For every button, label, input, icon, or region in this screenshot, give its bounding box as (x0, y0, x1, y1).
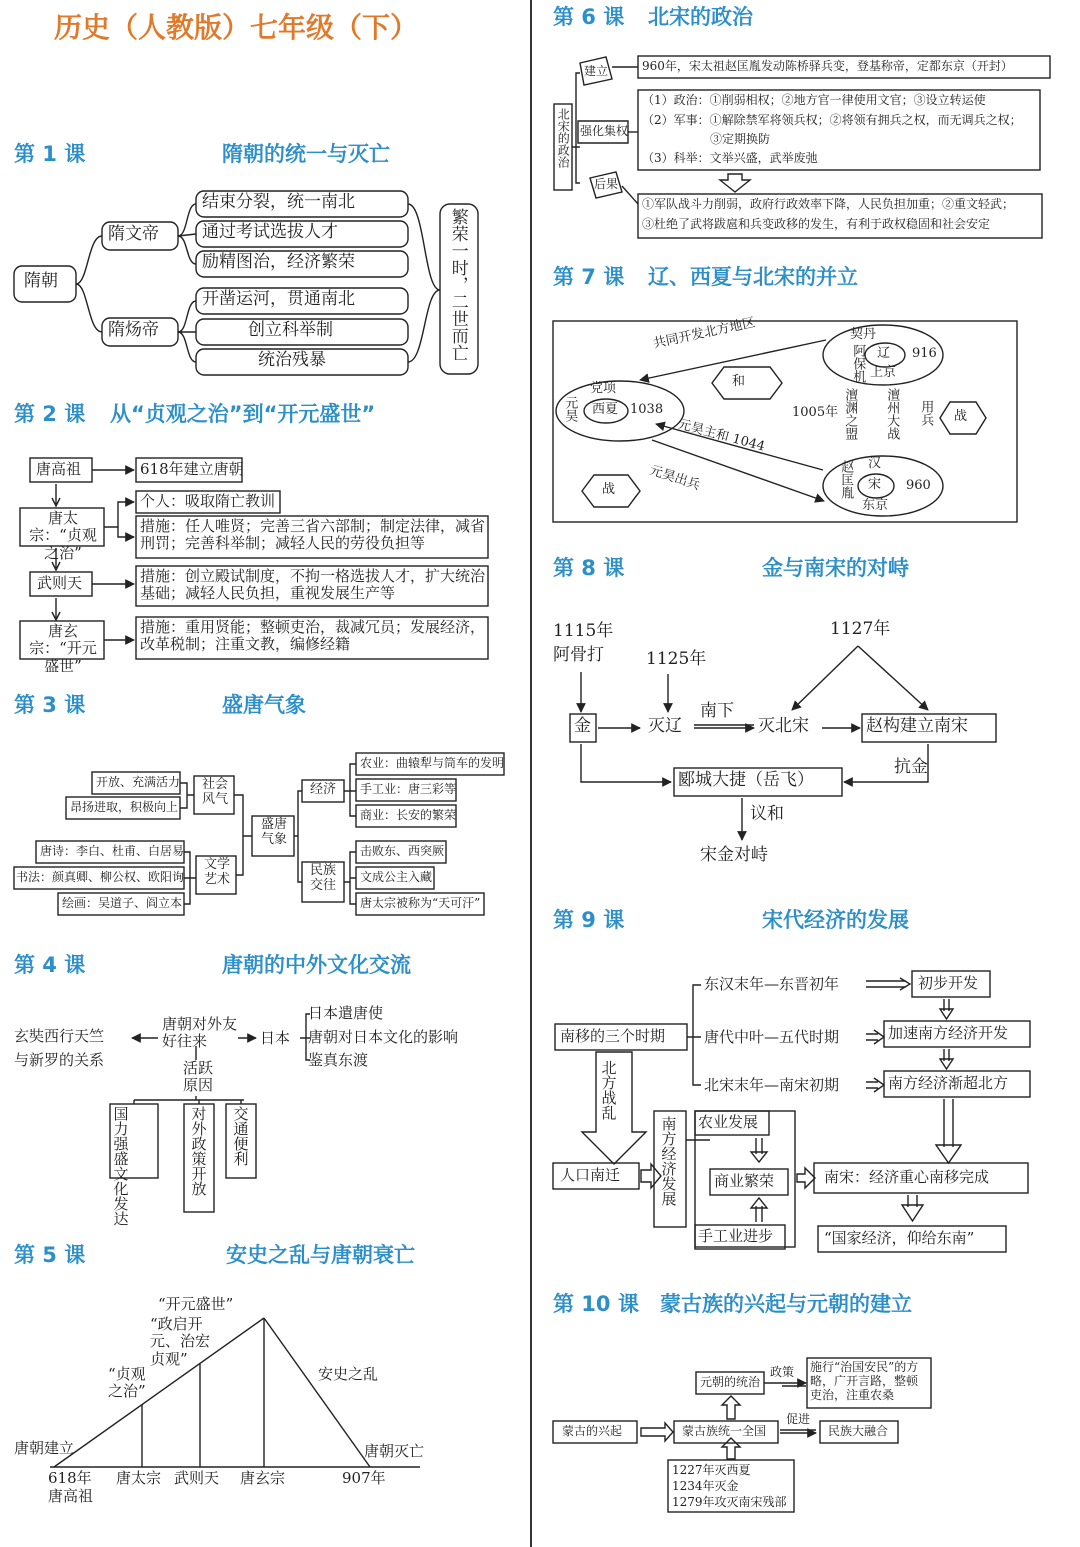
l7-qidan: 契丹 (850, 327, 877, 342)
l10-year: 1279年攻灭南宋残部 (672, 1495, 787, 1509)
l7-y916: 916 (912, 346, 937, 361)
l7-chanyuan: 澶渊之盟 (842, 388, 858, 440)
l9-south: 南方经济发展 (659, 1116, 678, 1206)
eco-item: 农业：曲辕犁与筒车的发明 (360, 756, 505, 770)
lesson-7-title: 辽、西夏与北宋的并立 (648, 265, 858, 289)
wuzetian-measures: 措施：创立殿试制度，不拘一格选拔人才，扩大统治基础；减轻人民负担，重视发展生产等 (140, 567, 486, 603)
wu-label: 武则天 (174, 1469, 220, 1487)
l7-yuanhao: 元昊 (562, 396, 578, 422)
l9-period: 东汉末年—东晋初年 (704, 975, 840, 993)
l6-p3: （3）科举：文举兴盛，武举废弛 (642, 151, 818, 165)
l7-yuanhao-bing: 元昊出兵 (647, 463, 702, 494)
node-tang-taizong: 唐太宗：“贞观之治” (29, 509, 97, 562)
lesson-2-title: 从“贞观之治”到“开元盛世” (110, 402, 376, 426)
node-sui-wendi: 隋文帝 (108, 224, 159, 244)
l6-side: 北宋的政治 (556, 108, 571, 168)
l8-jin: 金 (574, 716, 591, 736)
taizong-measures: 措施：任人唯贤；完善三省六部制；制定法律，减省刑罚；完善科举制；减轻人民的劳役负担等 (140, 517, 486, 553)
node-shengtang: 盛唐气象 (260, 817, 287, 847)
jp-item: 鉴真东渡 (308, 1051, 369, 1069)
node-sui-yangdi: 隋炀帝 (108, 320, 159, 340)
l7-zhan: 战 (602, 482, 616, 497)
lesson-8-number: 第 8 课 (553, 556, 625, 580)
l7-dongjing: 东京 (862, 498, 889, 513)
cul-item: 唐诗：李白、杜甫、白居易 (40, 844, 185, 858)
l8-yihe: 议和 (750, 804, 784, 824)
l6-jianli: 建立 (584, 64, 609, 78)
l7-han: 汉 (868, 456, 882, 471)
l9-saying: “国家经济，仰给东南” (824, 1229, 975, 1247)
lesson-3-title: 盛唐气象 (222, 693, 306, 717)
l6-p1: （1）政治：①削弱相权；②地方官一律使用文官；③设立转运使 (642, 93, 986, 107)
xuanzong-measures: 措施：重用贤能；整顿吏治，裁减冗员；发展经济，改革税制；注重文教，编修经籍 (140, 618, 486, 654)
y618-label: 618年 (48, 1469, 92, 1487)
l8-agu: 阿骨打 (553, 645, 604, 665)
l7-north: 共同开发北方地区 (651, 315, 757, 352)
founded-label: 唐朝建立 (14, 1439, 75, 1457)
l7-xixia: 西夏 (592, 402, 619, 417)
lesson-6-title: 北宋的政治 (648, 5, 753, 29)
l9-craft: 手工业进步 (698, 1227, 774, 1245)
l10-policy: 政策 (770, 1365, 795, 1379)
node-tang-foreign: 唐朝对外友好往来 (162, 1015, 238, 1051)
l9-three: 南移的三个时期 (560, 1027, 666, 1045)
l1-item: 统治残暴 (258, 350, 326, 370)
l1-item: 通过考试选拔人才 (202, 222, 338, 242)
gaozu-label: 唐高祖 (48, 1487, 94, 1505)
eco-item: 手工业：唐三彩等 (360, 782, 457, 796)
l8-miebeisong: 灭北宋 (758, 716, 809, 736)
reason-item: 对外政策开放 (189, 1106, 208, 1196)
l9-period: 唐代中叶—五代时期 (704, 1028, 840, 1046)
node-wuzetian: 武则天 (37, 574, 83, 592)
lesson-4-title: 唐朝的中外文化交流 (222, 953, 411, 977)
lesson-6-number: 第 6 课 (553, 5, 625, 29)
soc-item: 昂扬进取，积极向上 (70, 800, 179, 814)
l8-duizhi: 宋金对峙 (700, 845, 768, 865)
lesson-9-title: 宋代经济的发展 (762, 908, 909, 932)
l9-period: 北宋末年—南宋初期 (704, 1076, 840, 1094)
jp-item: 唐朝对日本文化的影响 (308, 1028, 459, 1046)
node-reason: 活跃原因 (182, 1059, 213, 1095)
l9-done: 南宋：经济重心南移完成 (824, 1168, 990, 1186)
l8-y1127: 1127年 (830, 619, 891, 639)
l7-zhan2: 战 (954, 409, 968, 424)
node-japan: 日本 (260, 1029, 291, 1047)
l9-migrate: 人口南迁 (560, 1166, 621, 1184)
taizong-personal: 个人：吸取隋亡教训 (140, 492, 276, 510)
l10-unify: 蒙古族统一全国 (682, 1424, 767, 1438)
l6-houguo: 后果 (594, 177, 619, 191)
l7-zhaokuangyin: 赵匡胤 (838, 460, 854, 499)
l8-mieliao: 灭辽 (648, 716, 682, 736)
anshi-label: 安史之乱 (318, 1365, 379, 1383)
l8-nansong: 赵构建立南宋 (866, 716, 968, 736)
l8-nanxia: 南下 (700, 701, 734, 721)
l7-y1005: 1005年 (792, 405, 839, 420)
l7-yongbing: 用兵 (918, 400, 934, 426)
reason-item: 交通便利 (231, 1106, 250, 1166)
l9-result: 初步开发 (918, 974, 979, 992)
l9-comm: 商业繁荣 (714, 1172, 775, 1190)
l4-left: 与新罗的关系 (14, 1051, 105, 1069)
node-culture: 文学艺术 (203, 857, 230, 887)
l9-war: 北方战乱 (599, 1060, 618, 1120)
lesson-5-title: 安史之乱与唐朝衰亡 (226, 1243, 415, 1267)
xuan-label: 唐玄宗 (240, 1469, 286, 1487)
lesson-4-number: 第 4 课 (14, 953, 86, 977)
l1-result: 繁荣一时，二世而亡 (447, 208, 468, 361)
l9-result: 加速南方经济开发 (888, 1024, 1009, 1042)
l10-year: 1227年灭西夏 (672, 1463, 751, 1477)
l6-r1: ①军队战斗力削弱，政府行政效率下降，人民负担加重；②重文轻武； (642, 197, 1015, 211)
l7-he: 和 (732, 374, 746, 389)
zhenguan-label: “贞观之治” (108, 1365, 146, 1401)
l7-abaoji: 阿保机 (850, 344, 866, 383)
l1-item: 励精图治，经济繁荣 (202, 252, 355, 272)
lesson-5-number: 第 5 课 (14, 1243, 86, 1267)
lesson-7-number: 第 7 课 (553, 265, 625, 289)
l8-y1115: 1115年 (553, 621, 614, 641)
l6-p2: （2）军事：①解除禁军将领兵权；②将领有拥兵之权，而无调兵之权； (642, 113, 1022, 127)
eco-item: 商业：长安的繁荣 (360, 808, 457, 822)
l6-found: 960年，宋太祖赵匡胤发动陈桥驿兵变，登基称帝，定都东京（开封） (642, 59, 1013, 73)
l10-fusion: 民族大融合 (828, 1424, 889, 1438)
l7-y1038: 1038 (630, 402, 664, 417)
cul-item: 绘画：吴道子、阎立本 (62, 896, 183, 910)
node-economy: 经济 (310, 782, 337, 797)
l8-y1125: 1125年 (646, 649, 707, 669)
y907-label: 907年 (342, 1469, 386, 1487)
fell-label: 唐朝灭亡 (364, 1442, 425, 1460)
l8-kangjin: 抗金 (894, 757, 928, 777)
lesson-10-number: 第 10 课 (553, 1292, 639, 1316)
l1-item: 开凿运河，贯通南北 (202, 289, 355, 309)
lesson-1-title: 隋朝的统一与灭亡 (222, 142, 390, 166)
l7-shangjing: 上京 (870, 365, 897, 380)
lesson-1-number: 第 1 课 (14, 142, 86, 166)
eth-item: 唐太宗被称为“天可汗” (360, 896, 481, 910)
l1-item: 创立科举制 (248, 320, 333, 340)
lesson-3-number: 第 3 课 (14, 693, 86, 717)
l10-policy-text: 施行“治国安民”的方略，广开言路，整顿吏治，注重农桑 (810, 1360, 919, 1402)
eth-item: 击败东、西突厥 (360, 844, 445, 858)
lesson-8-title: 金与南宋的对峙 (762, 556, 909, 580)
l6-r2: ③杜绝了武将跋扈和兵变政移的发生，有利于政权稳固和社会安定 (642, 217, 991, 231)
node-society: 社会风气 (201, 777, 228, 807)
l9-result: 南方经济渐超北方 (888, 1074, 1009, 1092)
l1-item: 结束分裂，统一南北 (202, 192, 355, 212)
l6-p2b: ③定期换防 (710, 132, 771, 146)
l8-yancheng: 郾城大捷（岳飞） (678, 770, 814, 790)
soc-item: 开放、充满活力 (96, 775, 181, 789)
node-tang-gaozu: 唐高祖 (36, 460, 82, 478)
reason-item: 国力强盛文化发达 (111, 1106, 130, 1226)
node-founding: 618年建立唐朝 (140, 460, 244, 478)
lesson-10-title: 蒙古族的兴起与元朝的建立 (660, 1292, 912, 1316)
cul-item: 书法：颜真卿、柳公权、欧阳询 (16, 870, 185, 884)
peak-label: “开元盛世” (158, 1295, 234, 1313)
lesson-2-number: 第 2 课 (14, 402, 86, 426)
l9-agri: 农业发展 (698, 1113, 759, 1131)
node-ethnic: 民族交往 (309, 863, 336, 893)
page-title: 历史（人教版）七年级（下） (54, 11, 419, 44)
peak-quote: “政启开元、治宏贞观” (150, 1315, 211, 1368)
l7-liao: 辽 (877, 346, 891, 361)
node-sui-dynasty: 隋朝 (24, 271, 58, 291)
eth-item: 文成公主入藏 (360, 870, 433, 884)
l6-qianghua: 强化集权 (580, 124, 629, 138)
node-tang-xuanzong: 唐玄宗：“开元盛世” (29, 622, 97, 675)
l10-year: 1234年灭金 (672, 1479, 739, 1493)
l7-dangxiang: 党项 (590, 381, 617, 396)
l7-chanzhou: 澶州大战 (884, 388, 900, 440)
l10-rise: 蒙古的兴起 (562, 1424, 623, 1438)
taizong-label: 唐太宗 (116, 1469, 162, 1487)
jp-item: 日本遣唐使 (308, 1004, 384, 1022)
lesson-9-number: 第 9 课 (553, 908, 625, 932)
l10-promote: 促进 (786, 1412, 811, 1426)
l7-y960: 960 (906, 478, 931, 493)
l10-rule: 元朝的统治 (700, 1375, 761, 1389)
l7-song: 宋 (868, 477, 882, 492)
l4-left: 玄奘西行天竺 (14, 1027, 105, 1045)
l7-yuanhao-he: 元昊主和 1044 (676, 417, 767, 455)
